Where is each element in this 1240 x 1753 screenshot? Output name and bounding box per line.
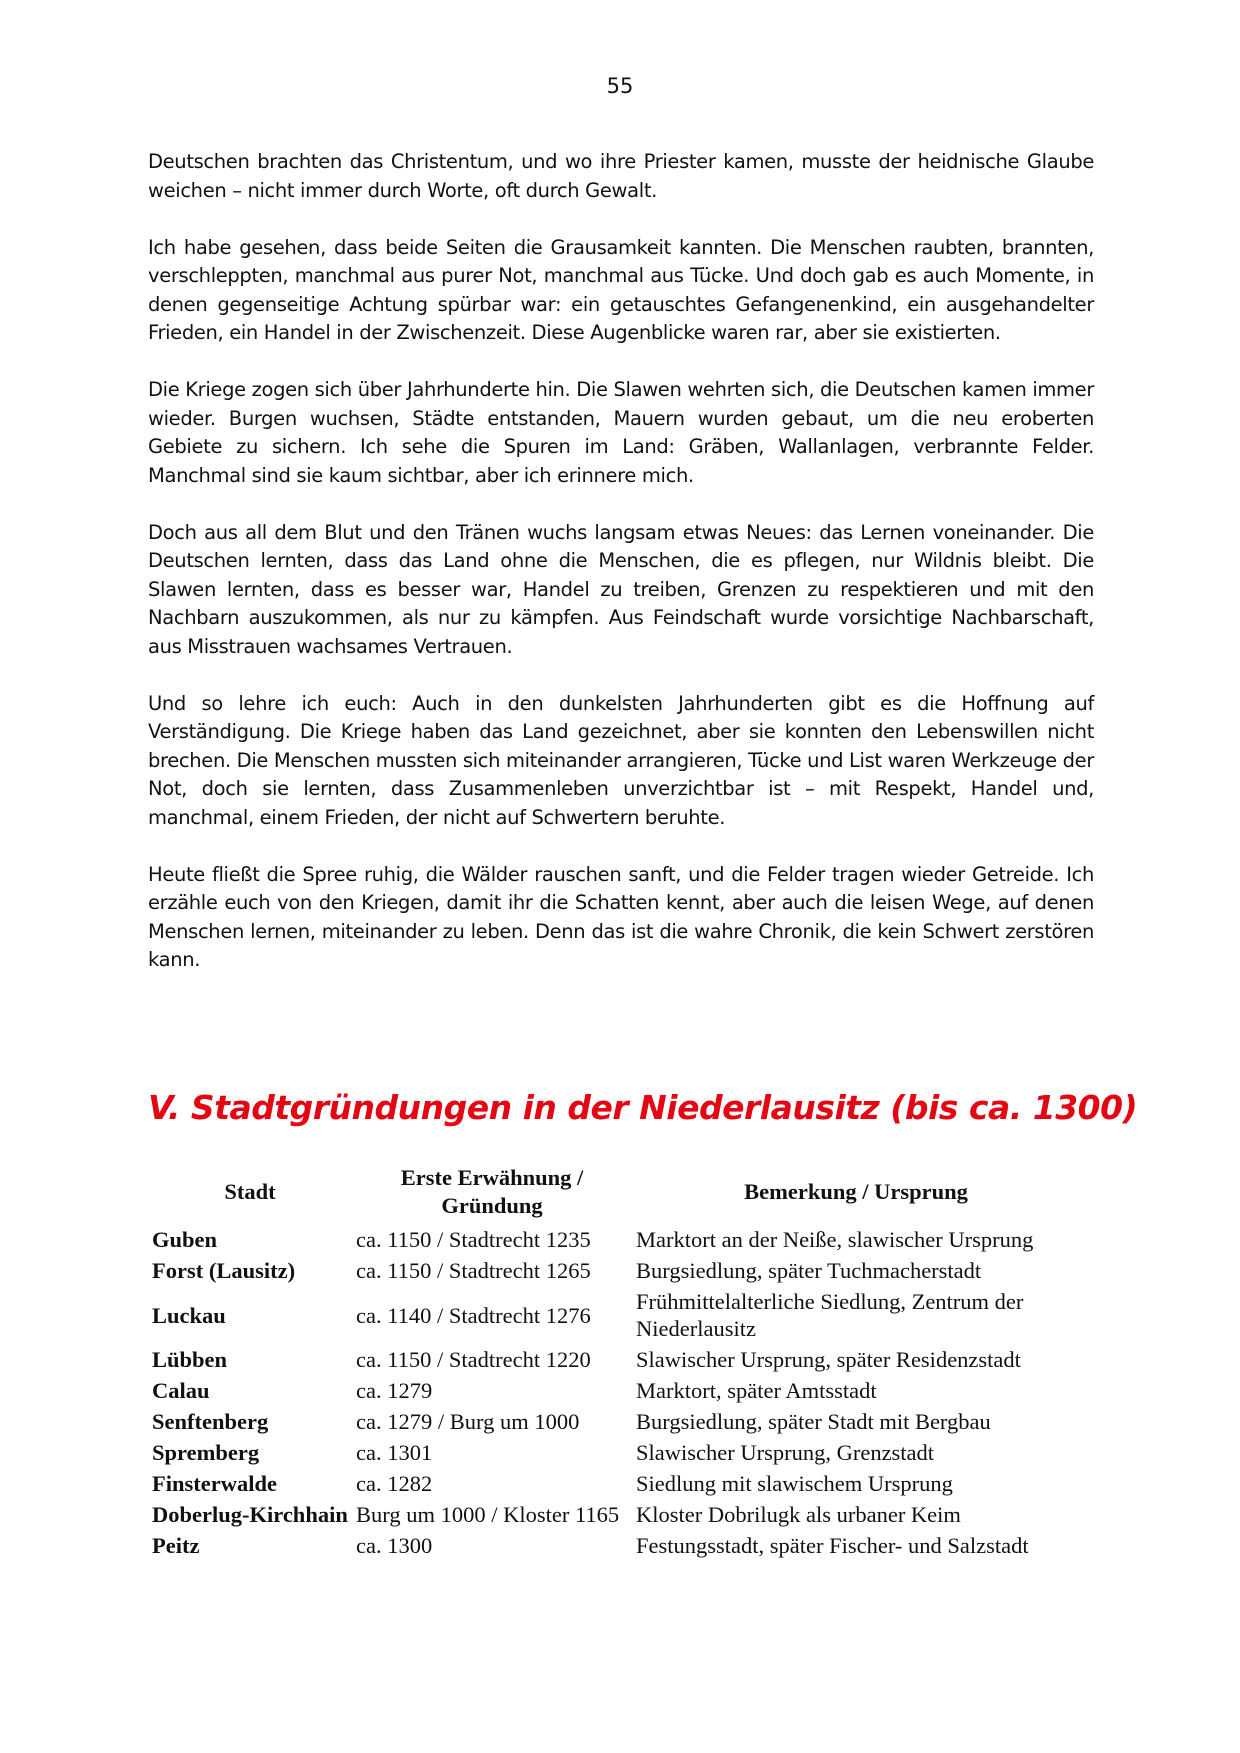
cell-stadt: Doberlug-Kirchhain [152,1502,348,1527]
body-text [148,148,1094,1003]
paragraph: Und so lehre ich euch: Auch in den dunkelsten Jahrhunderten gibt es die Hoffnung auf Verständigung. Die Kriege haben das Land gezeichnet, aber sie konnten den Lebenswillen nicht brechen. Die Menschen mussten sich miteinander arrangieren, Tücke und List waren Werkzeuge der Not, doch sie lernten, dass Zusammenleben unverzichtbar ist – mit Respekt, Handel und, manchmal, einem Frieden, der nicht auf Schwertern beruhte. [148,691,1094,829]
cell-erwaehnung: ca. 1140 / Stadtrecht 1276 [356,1302,591,1328]
table-header-row [148,1162,1080,1224]
paragraph: Doch aus all dem Blut und den Tränen wuchs langsam etwas Neues: das Lernen voneinander. Die Deutschen lernten, dass das Land ohne die Menschen, die es pflegen, nur Wildnis bleibt. Die Slawen lernten, dass es besser war, Handel zu treiben, Grenzen zu respektieren und mit den Nachbarn auszukommen, als nur zu kämpfen. Aus Feindschaft wurde vorsichtige Nachbarschaft, aus Misstrauen wachsames Vertrauen. [148,520,1094,658]
cell-stadt: Lübben [152,1347,228,1372]
cell-stadt: Calau [152,1378,210,1403]
paragraph: Heute fließt die Spree ruhig, die Wälder rauschen sanft, und die Felder tragen wieder Getreide. Ich erzähle euch von den Kriegen, damit ihr die Schatten kennt, aber auch die leisen Wege, auf denen Menschen lernen, miteinander zu leben. Denn das ist die wahre Chronik, die kein Schwert zerstören kann. [148,862,1094,971]
paragraph: Die Kriege zogen sich über Jahrhunderte hin. Die Slawen wehrten sich, die Deutschen kamen immer wieder. Burgen wuchsen, Städte entstanden, Mauern wurden gebaut, um die neu eroberten Gebiete zu sichern. Ich sehe die Spuren im Land: Gräben, Wallanlagen, verbrannte Felder. Manchmal sind sie kaum sichtbar, aber ich erinnere mich. [148,378,1094,487]
page-number: 55 [606,74,634,98]
table-row [148,1468,1080,1499]
cell-erwaehnung: ca. 1279 [356,1378,433,1403]
table-row [148,1406,1080,1437]
cell-stadt: Finsterwalde [152,1471,277,1496]
table-row [148,1375,1080,1406]
section-heading: V. Stadtgründungen in der Niederlausitz (bis ca. 1300) [148,1088,1138,1127]
cell-stadt: Spremberg [152,1440,260,1465]
cell-stadt: Forst (Lausitz) [152,1258,296,1283]
cell-erwaehnung: Burg um 1000 / Kloster 1165 [356,1502,620,1527]
cell-stadt: Peitz [152,1533,200,1558]
cell-bemerkung: Slawischer Ursprung, später Residenzstadt [636,1347,1021,1372]
cell-erwaehnung: ca. 1150 / Stadtrecht 1235 [356,1227,591,1252]
table-row [148,1255,1080,1286]
town-founding-table [148,1162,1080,1561]
table-row [148,1224,1080,1255]
paragraph: Deutschen brachten das Christentum, und wo ihre Priester kamen, musste der heidnische Glaube weichen – nicht immer durch Worte, oft durch Gewalt. [148,150,1094,202]
cell-stadt: Luckau [152,1302,226,1328]
table-row [148,1437,1080,1468]
cell-bemerkung: Kloster Dobrilugk als urbaner Keim [636,1502,961,1527]
table-row [148,1530,1080,1561]
cell-erwaehnung: ca. 1150 / Stadtrecht 1220 [356,1347,591,1372]
cell-bemerkung: Siedlung mit slawischem Ursprung [636,1471,953,1496]
cell-stadt: Guben [152,1227,218,1252]
cell-bemerkung: Marktort, später Amtsstadt [636,1378,877,1403]
cell-erwaehnung: ca. 1282 [356,1471,433,1496]
cell-bemerkung: Burgsiedlung, später Tuchmacherstadt [636,1258,982,1283]
cell-bemerkung: Burgsiedlung, später Stadt mit Bergbau [636,1409,991,1434]
column-header-erwaehnung: Erste Erwähnung / Gründung [400,1165,584,1218]
column-header-stadt: Stadt [224,1179,276,1204]
table-row [148,1286,1080,1344]
cell-bemerkung: Frühmittelalterliche Siedlung, Zentrum der Niederlausitz [636,1289,1024,1341]
paragraph: Ich habe gesehen, dass beide Seiten die Grausamkeit kannten. Die Menschen raubten, brannten, verschleppten, manchmal aus purer Not, manchmal aus Tücke. Und doch gab es auch Momente, in denen gegenseitige Achtung spürbar war: ein getauschtes Gefangenenkind, ein ausgehandelter Frieden, ein Handel in der Zwischenzeit. Diese Augenblicke waren rar, aber sie existierten. [148,235,1094,344]
table-row [148,1344,1080,1375]
cell-erwaehnung: ca. 1150 / Stadtrecht 1265 [356,1258,591,1283]
cell-erwaehnung: ca. 1301 [356,1440,433,1465]
cell-bemerkung: Festungsstadt, später Fischer- und Salzstadt [636,1533,1029,1558]
column-header-bemerkung: Bemerkung / Ursprung [744,1179,968,1204]
cell-stadt: Senftenberg [152,1409,269,1434]
cell-bemerkung: Slawischer Ursprung, Grenzstadt [636,1440,935,1465]
cell-bemerkung: Marktort an der Neiße, slawischer Ursprung [636,1227,1034,1252]
cell-erwaehnung: ca. 1279 / Burg um 1000 [356,1409,580,1434]
table-row [148,1499,1080,1530]
cell-erwaehnung: ca. 1300 [356,1533,433,1558]
